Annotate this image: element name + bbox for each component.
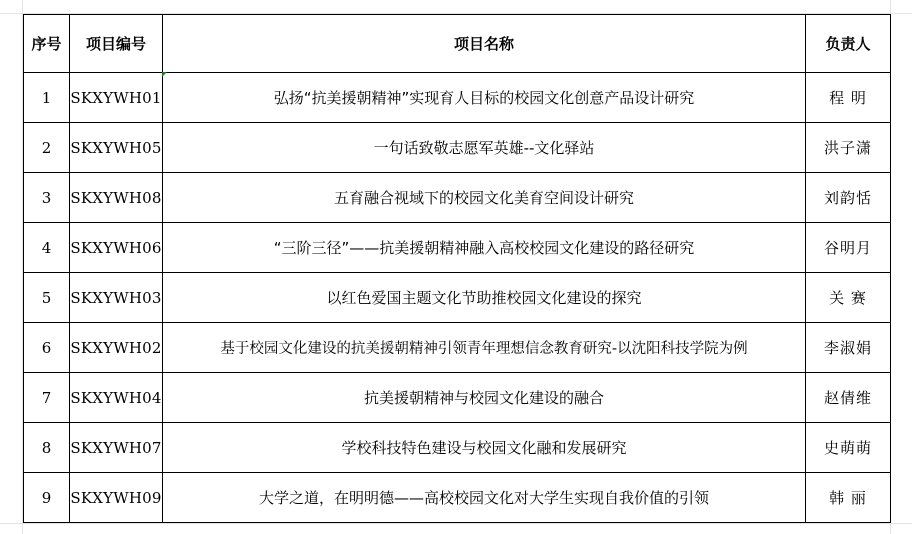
cell-name[interactable]: 基于校园文化建设的抗美援朝精神引领青年理想信念教育研究-以沈阳科技学院为例	[163, 323, 806, 373]
cell-owner[interactable]: 洪子潇	[806, 123, 891, 173]
cell-code[interactable]: SKXYWH04	[70, 373, 163, 423]
cell-name[interactable]: 学校科技特色建设与校园文化融和发展研究	[163, 423, 806, 473]
cell-owner[interactable]: 史萌萌	[806, 423, 891, 473]
table-row	[24, 373, 891, 423]
cell-owner[interactable]: 谷明月	[806, 223, 891, 273]
table-row	[24, 423, 891, 473]
cell-code[interactable]: SKXYWH09	[70, 473, 163, 523]
table-row	[24, 273, 891, 323]
cell-no[interactable]: 8	[24, 423, 70, 473]
cell-owner[interactable]: 关 赛	[806, 273, 891, 323]
cell-no[interactable]: 2	[24, 123, 70, 173]
cell-name[interactable]: 大学之道，在明明德——高校校园文化对大学生实现自我价值的引领	[163, 473, 806, 523]
header-code[interactable]: 项目编号	[70, 15, 163, 73]
table-row	[24, 323, 891, 373]
cell-no[interactable]: 9	[24, 473, 70, 523]
cell-name[interactable]: 一句话致敬志愿军英雄--文化驿站	[163, 123, 806, 173]
cell-owner[interactable]: 韩 丽	[806, 473, 891, 523]
cell-name[interactable]: “三阶三径”——抗美援朝精神融入高校校园文化建设的路径研究	[163, 223, 806, 273]
cell-no[interactable]: 3	[24, 173, 70, 223]
cell-no[interactable]: 6	[24, 323, 70, 373]
header-owner[interactable]: 负责人	[806, 15, 891, 73]
project-table	[23, 14, 891, 523]
cell-code[interactable]: SKXYWH05	[70, 123, 163, 173]
header-row	[24, 15, 891, 73]
cell-no[interactable]: 1	[24, 73, 70, 123]
cell-code[interactable]: SKXYWH06	[70, 223, 163, 273]
cell-comment-marker	[162, 72, 167, 77]
cell-no[interactable]: 4	[24, 223, 70, 273]
cell-name[interactable]: 以红色爱国主题文化节助推校园文化建设的探究	[163, 273, 806, 323]
header-no[interactable]: 序号	[24, 15, 70, 73]
table-row	[24, 473, 891, 523]
table-row	[24, 73, 891, 123]
header-name[interactable]: 项目名称	[163, 15, 806, 73]
table-row	[24, 123, 891, 173]
cell-code[interactable]: SKXYWH08	[70, 173, 163, 223]
cell-owner[interactable]: 刘韵恬	[806, 173, 891, 223]
cell-no[interactable]: 5	[24, 273, 70, 323]
table-row	[24, 173, 891, 223]
cell-name[interactable]: 抗美援朝精神与校园文化建设的融合	[163, 373, 806, 423]
cell-owner[interactable]: 李淑娟	[806, 323, 891, 373]
table-row	[24, 223, 891, 273]
cell-code[interactable]: SKXYWH07	[70, 423, 163, 473]
cell-owner[interactable]: 程 明	[806, 73, 891, 123]
cell-code[interactable]: SKXYWH02	[70, 323, 163, 373]
cell-name[interactable]: 弘扬“抗美援朝精神”实现育人目标的校园文化创意产品设计研究	[163, 73, 806, 123]
cell-owner[interactable]: 赵倩维	[806, 373, 891, 423]
cell-name[interactable]: 五育融合视域下的校园文化美育空间设计研究	[163, 173, 806, 223]
cell-code[interactable]: SKXYWH01	[70, 73, 163, 123]
cell-code[interactable]: SKXYWH03	[70, 273, 163, 323]
cell-no[interactable]: 7	[24, 373, 70, 423]
